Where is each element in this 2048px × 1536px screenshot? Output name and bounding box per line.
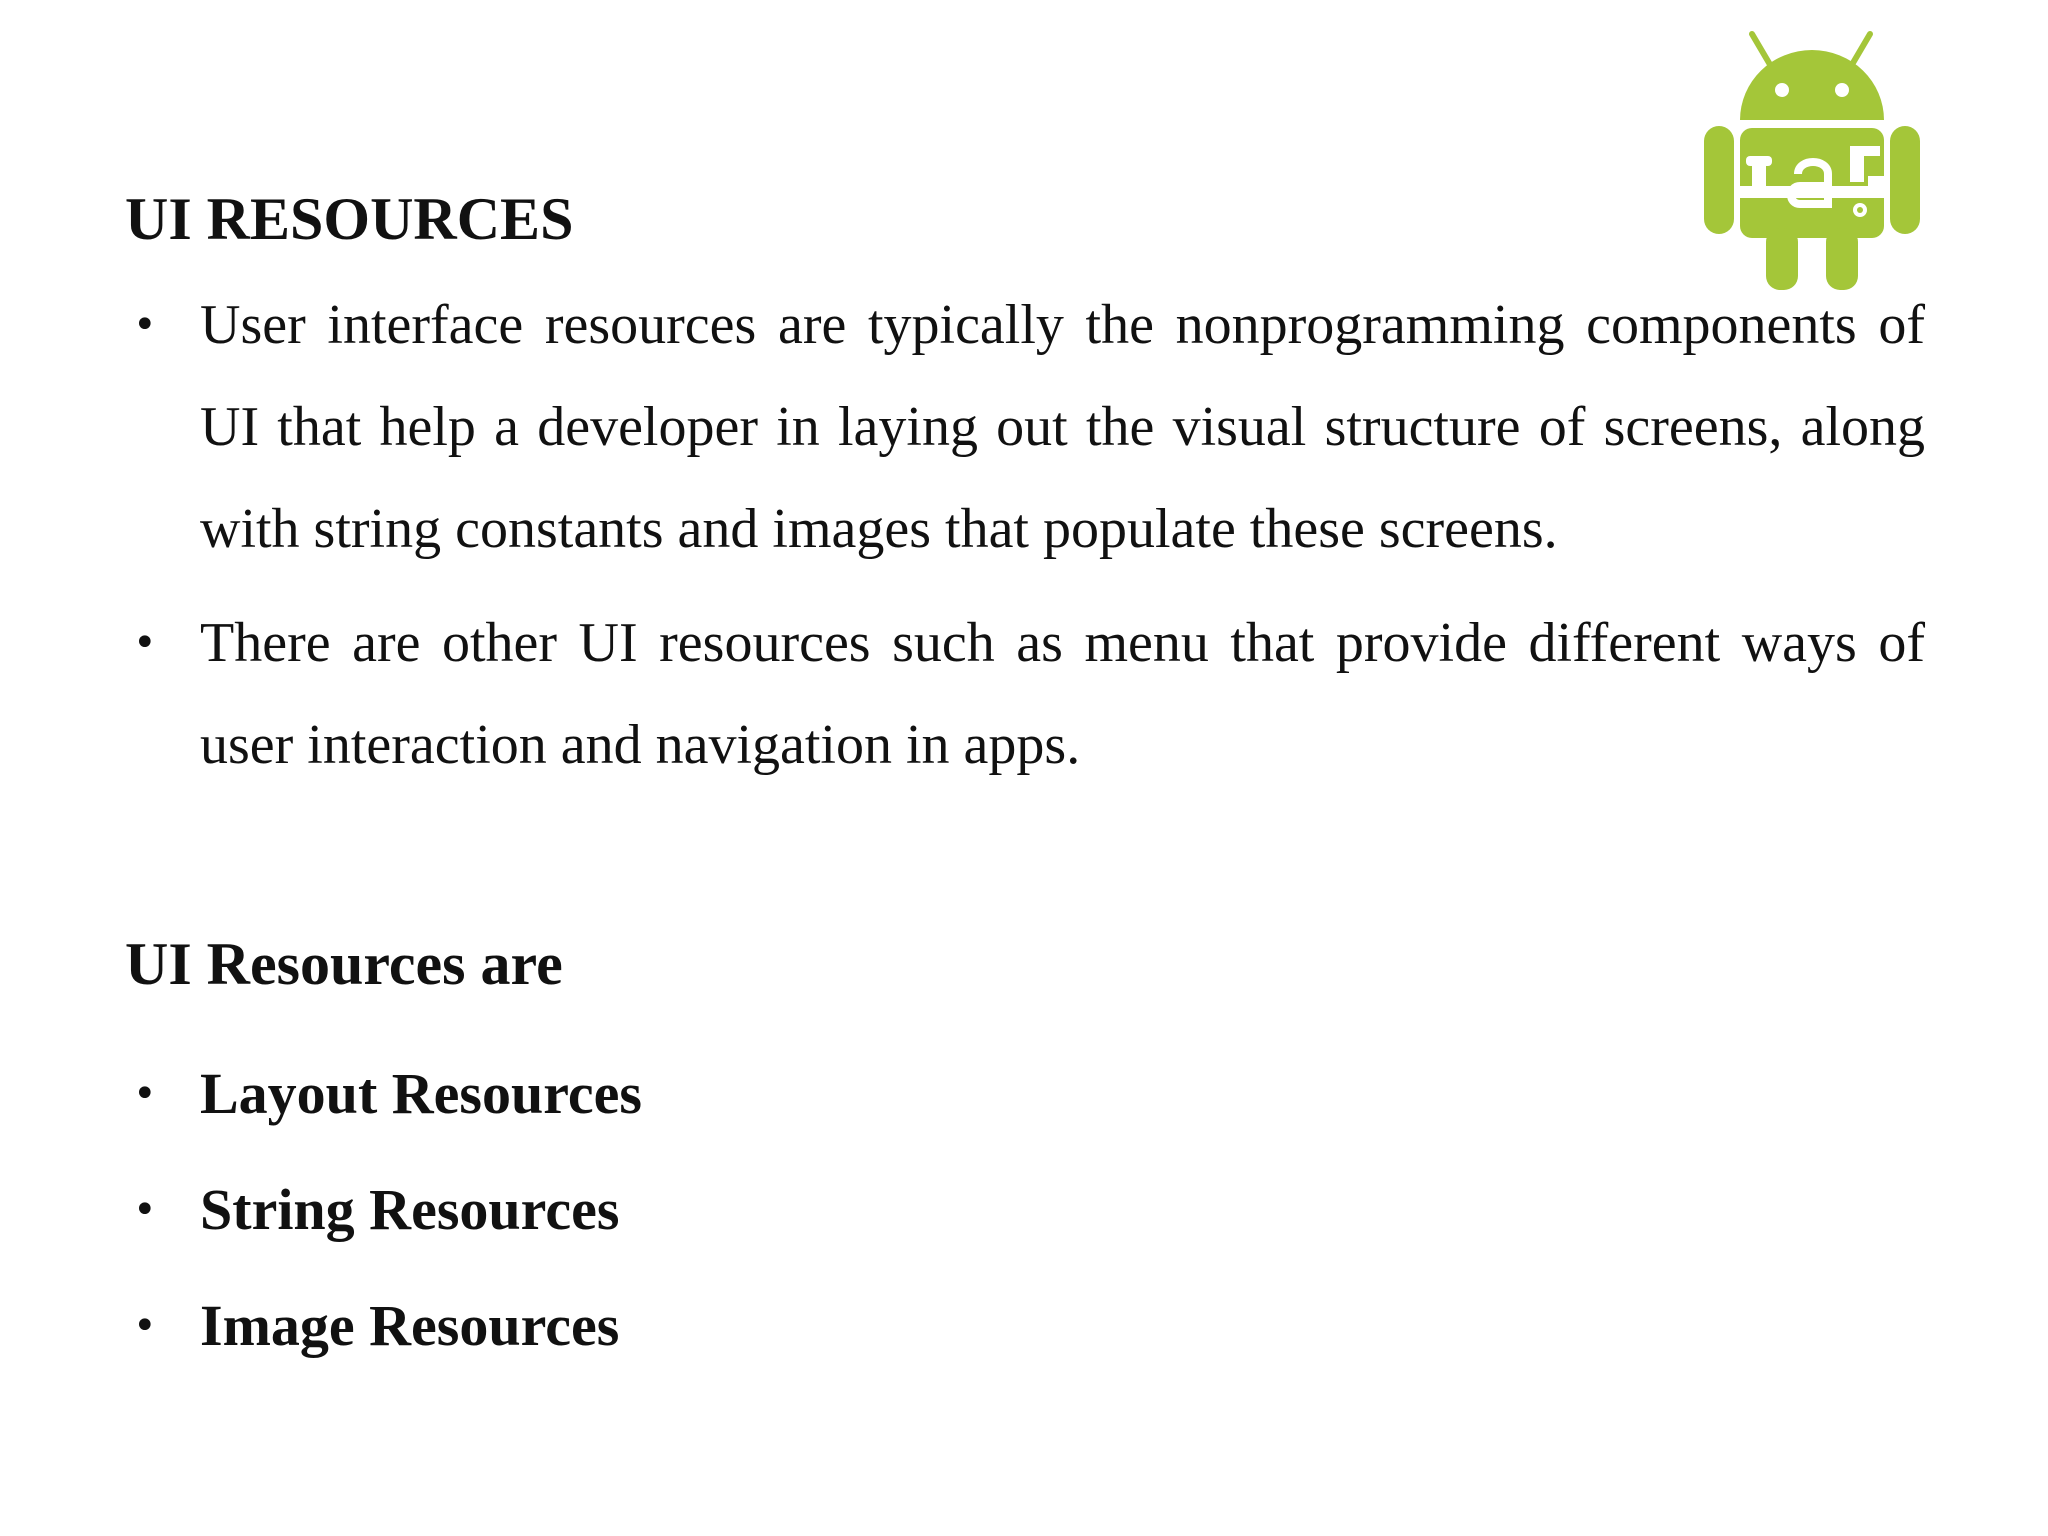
description-list [125, 274, 1925, 796]
android-robot-icon [1700, 28, 1940, 298]
slide-title: UI RESOURCES [125, 186, 574, 252]
bullet-icon: • [133, 620, 157, 666]
paragraph-text: There are other UI resources such as menu that provide different ways of user interaction and navigation in apps. [200, 612, 1925, 776]
list-item [125, 1036, 1925, 1152]
resource-type-list [125, 1036, 1925, 1384]
list-item [125, 1152, 1925, 1268]
bullet-icon: • [133, 1071, 157, 1117]
list-item [125, 592, 1925, 796]
section-subheading: UI Resources are [125, 931, 563, 997]
list-item [125, 1268, 1925, 1384]
bullet-icon: • [133, 1187, 157, 1233]
resource-type-label: Layout Resources [200, 1061, 642, 1126]
resource-type-label: Image Resources [200, 1293, 620, 1358]
bullet-icon: • [133, 302, 157, 348]
list-item [125, 274, 1925, 580]
resource-type-label: String Resources [200, 1177, 620, 1242]
bullet-icon: • [133, 1303, 157, 1349]
paragraph-text: User interface resources are typically the nonprogramming components of UI that help a developer in laying out the visual structure of screens, along with string constants and images that populate these screens. [200, 294, 1925, 560]
